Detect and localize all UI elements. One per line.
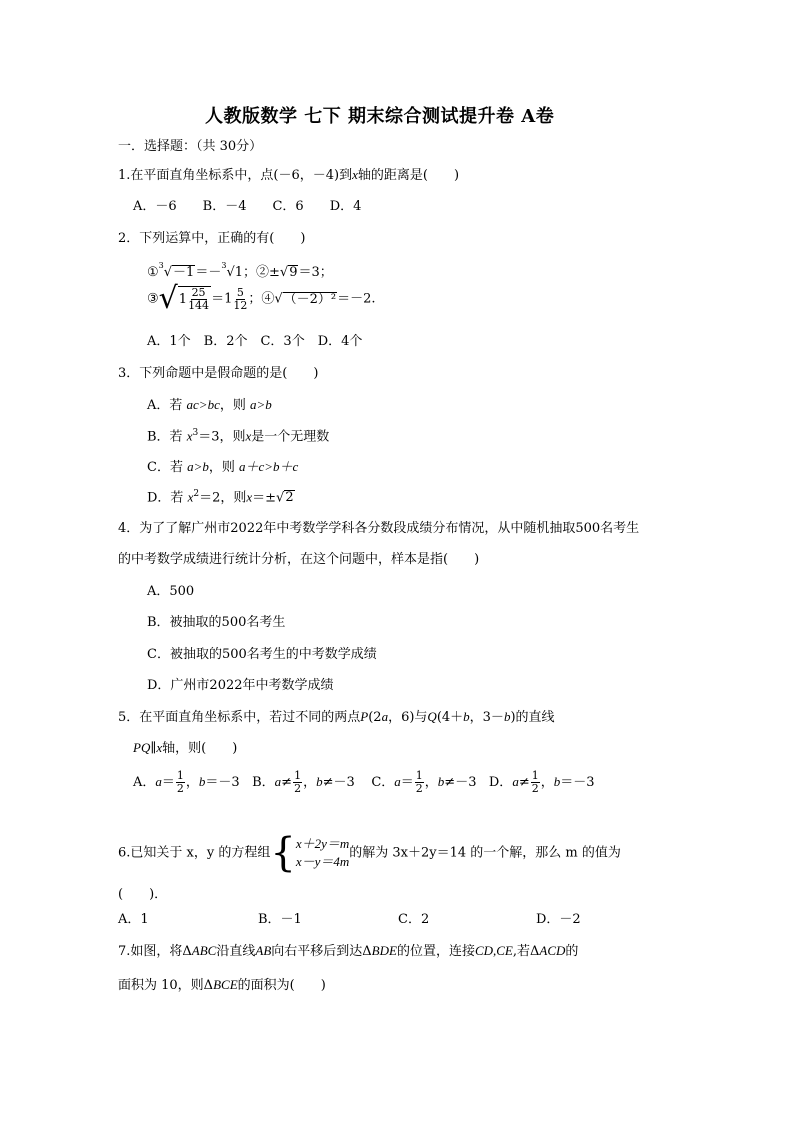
question-4-option-b: B．被抽取的500名考生	[147, 615, 286, 630]
equation-2: x－y＝4m	[295, 854, 350, 869]
question-4-option-d: D．广州市2022年中考数学成绩	[147, 678, 334, 693]
question-2-line-1: ①$^3$√－1＝－$^3$√1；②±√9＝3；	[147, 261, 333, 280]
question-5-options	[133, 770, 595, 794]
question-2: 2．下列运算中，正确的有( )	[118, 231, 306, 246]
question-1: 1.在平面直角坐标系中，点(－6，－4)到x轴的距离是( )	[118, 167, 460, 183]
question-6-option-d: D．－2	[536, 912, 581, 927]
question-5-line-1: 5．在平面直角坐标系中，若过不同的两点P(2a，6)与Q(4＋b，3－b)的直线	[118, 709, 555, 725]
page-title: 人教版数学 七下 期末综合测试提升卷 A卷	[205, 106, 555, 127]
question-6-option-a: A．1	[118, 912, 149, 927]
question-3-option-d: D．若 $x^2=2$，则x＝±√2	[147, 489, 294, 506]
question-6: 6.已知关于 x，y 的方程组{ x＋2y＝m x－y＝4m 的解为 3x＋2y＝14 的一个解，那么 m 的值为	[118, 830, 621, 876]
question-5-option-d: D．a≠ $\frac{1}{2}$ ，b＝－3	[488, 769, 595, 795]
question-5-line-2: PQ∥x轴，则( )	[133, 740, 238, 756]
question-4-line-2: 的中考数学成绩进行统计分析，在这个问题中，样本是指( )	[118, 552, 480, 567]
question-3-option-c: C．若 a>b，则 a＋c>b＋c	[147, 459, 299, 475]
question-7-line-1: 7.如图，将ΔABC沿直线AB向右平移后到达ΔBDE的位置，连接CD,CE,若ΔACD的	[118, 943, 579, 959]
question-7-line-2: 面积为 10，则ΔBCE的面积为( )	[118, 977, 326, 993]
question-6-option-b: B．－1	[258, 912, 302, 927]
question-4-option-c: C．被抽取的500名考生的中考数学成绩	[147, 647, 377, 662]
question-3: 3．下列命题中是假命题的是( )	[118, 366, 319, 381]
question-3-option-b: B．若 $x^3=3$，则x是一个无理数	[147, 428, 330, 445]
question-4-option-a: A．500	[147, 584, 195, 599]
equation-1: x＋2y＝m	[295, 836, 350, 852]
question-2-options: A．1个 B．2个 C．3个 D．4个	[147, 334, 363, 349]
question-3-option-a: A．若 ac>bc，则 a>b	[147, 397, 272, 413]
question-5-option-a: A．a＝ $\frac{1}{2}$ ，b＝－3	[133, 769, 240, 795]
question-4-line-1: 4．为了了解广州市2022年中考数学学科各分数段成绩分布情况，从中随机抽取500名考生	[118, 521, 640, 536]
section-heading: 一．选择题：（共 30分）	[118, 139, 263, 154]
question-6-paren: ( )．	[118, 887, 168, 902]
question-5-option-c: C．a＝ $\frac{1}{2}$ ，b≠－3	[371, 769, 477, 795]
question-6-option-c: C．2	[398, 912, 430, 927]
question-2-line-2: ③√ 1 $\frac{25}{144}$ ＝1 $\frac{5}{12}$ ；④√（－2）²＝－2.	[147, 281, 376, 316]
question-5-option-b: B．a≠ $\frac{1}{2}$ ，b≠－3	[252, 769, 355, 795]
question-1-options: A．－6 B．－4 C．6 D．4	[133, 199, 362, 214]
